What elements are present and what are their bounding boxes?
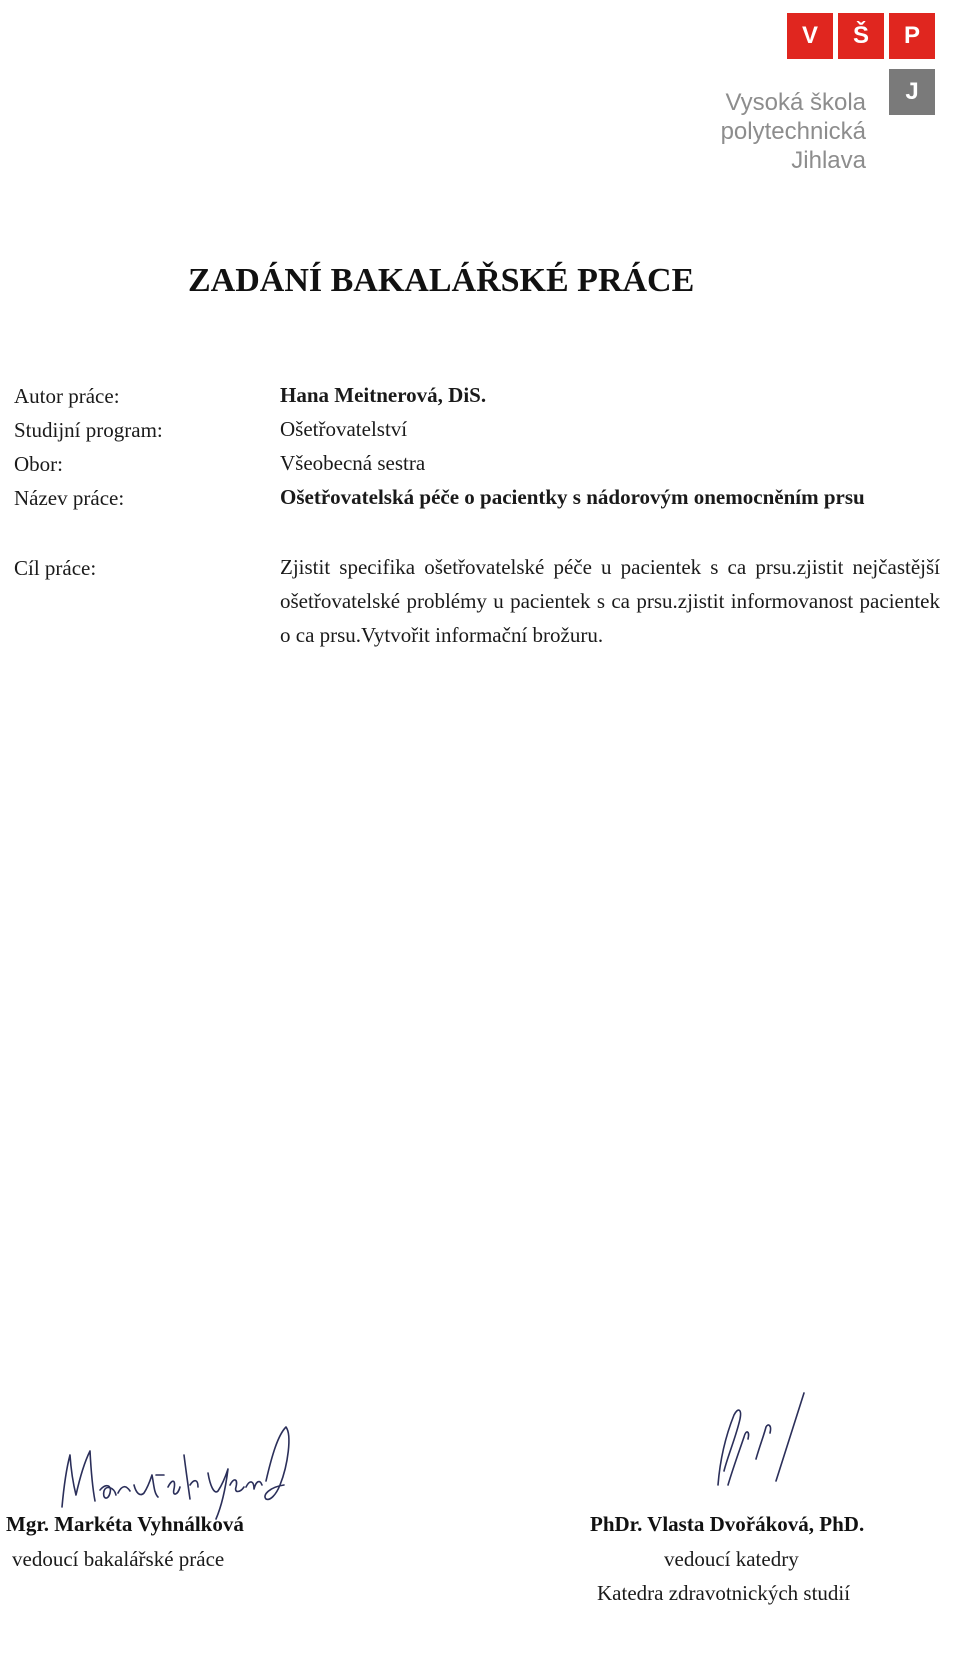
page-title: ZADÁNÍ BAKALÁŘSKÉ PRÁCE [188,262,695,299]
head-name: PhDr. Vlasta Dvořáková, PhD. [590,1512,865,1536]
supervisor-name: Mgr. Markéta Vyhnálková [6,1512,244,1536]
supervisor-signature-icon [40,1415,300,1525]
head-role: vedoucí katedry [664,1547,799,1571]
goal-label: Cíl práce: [14,556,97,580]
logo-letter-v: V [787,13,833,59]
program-label: Studijní program: [14,418,163,442]
logo-line-3: Jihlava [791,147,866,174]
goal-value: Zjistit specifika ošetřovatelské péče u pacientek s ca prsu.zjistit nejčastější ošetřovatelské problémy u pacientek s ca prsu.zjistit informovanost pacientek o ca prsu.Vytvořit informační brožuru. [280,555,940,647]
program-value: Ošetřovatelství [280,417,408,441]
supervisor-role: vedoucí bakalářské práce [12,1547,225,1571]
logo-letter-j: J [889,69,935,115]
head-signature-icon [700,1375,820,1500]
author-label: Autor práce: [14,384,120,408]
field-value: Všeobecná sestra [280,451,426,475]
author-value: Hana Meitnerová, DiS. [280,383,487,407]
thesis-title-label: Název práce: [14,486,125,510]
logo-letter-s: Š [838,13,884,59]
logo-line-1: Vysoká škola [725,89,866,116]
logo-line-2: polytechnická [720,118,866,145]
thesis-title-value: Ošetřovatelská péče o pacientky s nádorovým onemocněním prsu [280,485,865,509]
field-label: Obor: [14,452,63,476]
logo-text [721,88,866,175]
logo-letter-p: P [889,13,935,59]
head-department: Katedra zdravotnických studií [597,1581,851,1605]
